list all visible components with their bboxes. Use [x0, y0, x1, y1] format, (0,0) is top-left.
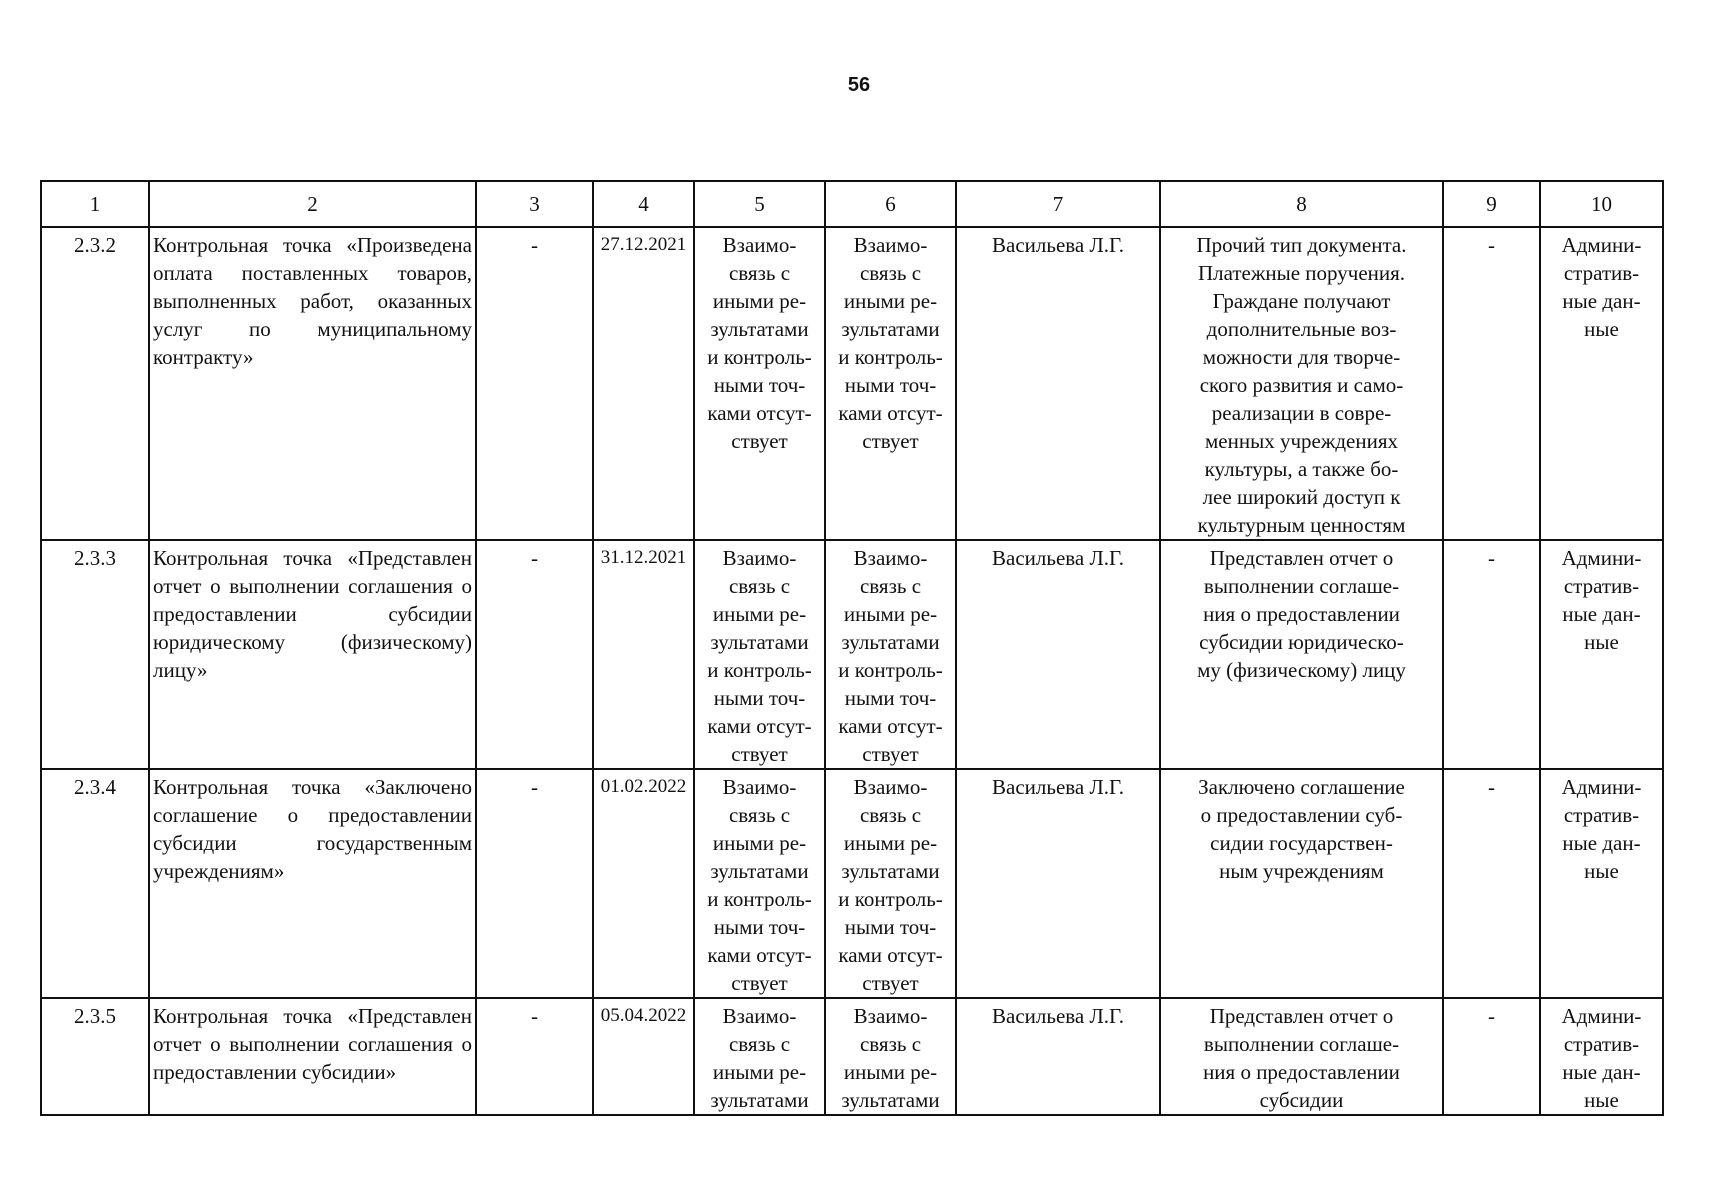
table-row: [41, 769, 1663, 998]
table-row: [41, 227, 1663, 540]
due-date: 01.02.2022: [593, 769, 694, 998]
col-header-10: 10: [1540, 181, 1663, 227]
header-row: [41, 181, 1663, 227]
col3-value: -: [476, 540, 593, 769]
relation-text: Взаимо- связь с иными ре- зультатами и контроль- ными точ- ками отсут- ствует: [825, 227, 956, 540]
relation-text: Взаимо- связь с иными ре- зультатами и контроль- ными точ- ками отсут- ствует: [825, 769, 956, 998]
row-number: 2.3.4: [41, 769, 149, 998]
col3-value: -: [476, 998, 593, 1115]
control-point-name: Контрольная точка «Представлен отчет о выполнении соглашения о предоставлении субсидии юридическому (физическому) лицу»: [149, 540, 476, 769]
col-header-3: 3: [476, 181, 593, 227]
responsible-person: Васильева Л.Г.: [956, 227, 1160, 540]
document-description: Заключено соглашение о предоставлении суб- сидии государствен- ным учреждениям: [1160, 769, 1443, 998]
col9-value: -: [1443, 998, 1540, 1115]
table-row: [41, 540, 1663, 769]
row-number: 2.3.2: [41, 227, 149, 540]
row-number: 2.3.5: [41, 998, 149, 1115]
control-point-name: Контрольная точка «Произведена оплата поставленных товаров, выполненных работ, оказанных услуг по муниципальному контракту»: [149, 227, 476, 540]
page-number: 56: [847, 74, 871, 96]
row-number: 2.3.3: [41, 540, 149, 769]
control-points-table: [40, 180, 1664, 1116]
document-description: Представлен отчет о выполнении соглаше- ния о предоставлении субсидии: [1160, 998, 1443, 1115]
col-header-7: 7: [956, 181, 1160, 227]
relation-text: Взаимо- связь с иными ре- зультатами и контроль- ными точ- ками отсут- ствует: [694, 227, 825, 540]
col9-value: -: [1443, 769, 1540, 998]
col-header-6: 6: [825, 181, 956, 227]
col9-value: -: [1443, 540, 1540, 769]
relation-text: Взаимо- связь с иными ре- зультатами и контроль- ными точ- ками отсут- ствует: [694, 540, 825, 769]
col9-value: -: [1443, 227, 1540, 540]
due-date: 27.12.2021: [593, 227, 694, 540]
table-row: [41, 998, 1663, 1115]
responsible-person: Васильева Л.Г.: [956, 998, 1160, 1115]
col-header-9: 9: [1443, 181, 1540, 227]
due-date: 05.04.2022: [593, 998, 694, 1115]
col3-value: -: [476, 227, 593, 540]
data-source: Админи- стратив- ные дан- ные: [1540, 540, 1663, 769]
data-source: Админи- стратив- ные дан- ные: [1540, 998, 1663, 1115]
col-header-1: 1: [41, 181, 149, 227]
due-date: 31.12.2021: [593, 540, 694, 769]
col-header-5: 5: [694, 181, 825, 227]
responsible-person: Васильева Л.Г.: [956, 540, 1160, 769]
relation-text: Взаимо- связь с иными ре- зультатами и контроль- ными точ- ками отсут- ствует: [694, 769, 825, 998]
responsible-person: Васильева Л.Г.: [956, 769, 1160, 998]
relation-text: Взаимо- связь с иными ре- зультатами: [694, 998, 825, 1115]
col3-value: -: [476, 769, 593, 998]
data-source: Админи- стратив- ные дан- ные: [1540, 769, 1663, 998]
col-header-2: 2: [149, 181, 476, 227]
data-source: Админи- стратив- ные дан- ные: [1540, 227, 1663, 540]
document-description: Прочий тип документа. Платежные поручения. Граждане получают дополнительные воз- можности для творче- ского развития и само- реализации в совре- менных учреждениях культуры, а также бо- лее широкий доступ к культурным ценностям: [1160, 227, 1443, 540]
relation-text: Взаимо- связь с иными ре- зультатами: [825, 998, 956, 1115]
col-header-8: 8: [1160, 181, 1443, 227]
control-point-name: Контрольная точка «Заключено соглашение о предоставлении субсидии государственным учреждениям»: [149, 769, 476, 998]
relation-text: Взаимо- связь с иными ре- зультатами и контроль- ными точ- ками отсут- ствует: [825, 540, 956, 769]
col-header-4: 4: [593, 181, 694, 227]
control-point-name: Контрольная точка «Представлен отчет о выполнении соглашения о предоставлении субсидии»: [149, 998, 476, 1115]
document-description: Представлен отчет о выполнении соглаше- ния о предоставлении субсидии юридическо- му (физическому) лицу: [1160, 540, 1443, 769]
